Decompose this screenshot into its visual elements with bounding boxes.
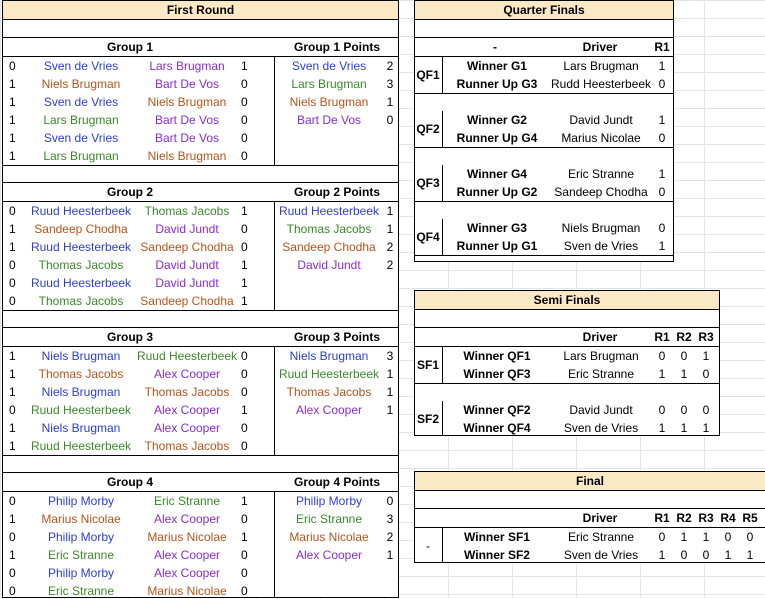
points-value: 0 (386, 494, 394, 508)
final-round-score: 1 (658, 548, 666, 562)
sf-slot: Winner QF3 (463, 367, 531, 381)
match-score-left: 1 (9, 131, 16, 145)
match-score-right: 1 (241, 530, 248, 544)
match-score-right: 1 (241, 59, 248, 73)
qf-r1: 1 (658, 113, 666, 127)
sf-driver: David Jundt (569, 403, 633, 417)
sf-col-round: R1 (654, 330, 670, 344)
points-player: Niels Brugman (289, 349, 369, 363)
match-player-right: Bart De Vos (154, 131, 220, 145)
match-score-right: 0 (241, 421, 248, 435)
qf-driver: David Jundt (569, 113, 633, 127)
match-player-left: Lars Brugman (43, 113, 119, 127)
final-col-round: R1 (654, 511, 670, 525)
match-player-right: Alex Cooper (153, 421, 221, 435)
final-round-score: 1 (702, 530, 710, 544)
qf-match-label: QF2 (416, 122, 440, 136)
points-player: Niels Brugman (289, 95, 369, 109)
qf-match-bottom (415, 147, 673, 148)
qf-match-bottom (415, 93, 673, 94)
points-player: Alex Cooper (295, 548, 363, 562)
final-slot: Winner SF1 (464, 530, 530, 544)
semi-finals-panel (414, 290, 720, 436)
qf-slot: Runner Up G2 (456, 185, 538, 199)
sf-match-bottom (415, 383, 719, 384)
match-player-left: Niels Brugman (41, 385, 121, 399)
sf-round-score: 1 (658, 367, 666, 381)
match-score-left: 0 (9, 530, 16, 544)
match-player-left: Niels Brugman (41, 77, 121, 91)
qf-match-bottom (415, 201, 673, 202)
final-col-driver: Driver (582, 511, 618, 525)
match-player-left: Marius Nicolae (41, 512, 121, 526)
sf-round-score: 1 (658, 421, 666, 435)
match-player-right: David Jundt (155, 258, 219, 272)
match-score-left: 0 (9, 258, 16, 272)
points-player: Thomas Jacobs (286, 385, 372, 399)
sf-driver: Lars Brugman (563, 349, 639, 363)
final-title: Final (415, 472, 765, 491)
match-score-right: 0 (241, 113, 248, 127)
match-player-left: Ruud Heesterbeek (30, 439, 132, 453)
match-player-left: Sandeep Chodha (34, 222, 128, 236)
qf-r1: 1 (658, 167, 666, 181)
match-score-right: 1 (241, 204, 248, 218)
match-score-right: 0 (241, 548, 248, 562)
sf-round-score: 1 (680, 367, 688, 381)
qf-driver: Lars Brugman (563, 59, 639, 73)
points-player: Thomas Jacobs (286, 222, 372, 236)
sf-col-round: R3 (698, 330, 714, 344)
qf-slot: Runner Up G1 (456, 239, 538, 253)
match-score-left: 1 (9, 385, 16, 399)
match-player-left: Ruud Heesterbeek (30, 240, 132, 254)
sf-round-score: 0 (702, 403, 710, 417)
qf-r1: 1 (658, 59, 666, 73)
match-score-left: 1 (9, 149, 16, 163)
qf-driver: Sandeep Chodha (554, 185, 648, 199)
group-title: Group 4 (106, 475, 153, 489)
final-col-round: R5 (742, 511, 758, 525)
match-score-right: 0 (241, 222, 248, 236)
sf-driver: Sven de Vries (563, 421, 639, 435)
match-score-left: 1 (9, 548, 16, 562)
match-player-left: Thomas Jacobs (38, 367, 124, 381)
final-match-label: - (426, 539, 430, 553)
match-player-right: Alex Cooper (153, 403, 221, 417)
group-title: Group 1 (106, 40, 153, 54)
match-score-left: 0 (9, 403, 16, 417)
qf-r1: 0 (658, 131, 666, 145)
match-score-left: 1 (9, 349, 16, 363)
match-score-right: 0 (241, 367, 248, 381)
match-player-left: Ruud Heesterbeek (30, 204, 132, 218)
match-player-left: Ruud Heesterbeek (30, 276, 132, 290)
final-round-score: 0 (658, 530, 666, 544)
match-score-right: 0 (241, 240, 248, 254)
points-player: Alex Cooper (295, 403, 363, 417)
match-player-right: David Jundt (155, 222, 219, 236)
sf-round-score: 0 (680, 403, 688, 417)
semi-finals-title: Semi Finals (415, 291, 719, 310)
match-player-right: Sandeep Chodha (140, 294, 234, 308)
match-score-right: 1 (241, 258, 248, 272)
match-player-right: Thomas Jacobs (144, 439, 230, 453)
points-value: 3 (386, 77, 394, 91)
points-value: 1 (386, 222, 394, 236)
sf-col-driver: Driver (582, 330, 618, 344)
final-round-score: 0 (746, 530, 754, 544)
match-score-left: 1 (9, 222, 16, 236)
match-player-left: Ruud Heesterbeek (30, 403, 132, 417)
qf-match-label: QF3 (416, 176, 440, 190)
match-player-right: Sandeep Chodha (140, 240, 234, 254)
sf-col-round: R2 (676, 330, 692, 344)
match-player-left: Sven de Vries (43, 131, 119, 145)
points-value: 1 (386, 367, 394, 381)
match-score-right: 0 (241, 584, 248, 598)
sf-slot: Winner QF2 (463, 403, 531, 417)
qf-match-bottom (415, 255, 673, 256)
points-value: 3 (386, 512, 394, 526)
match-score-left: 1 (9, 240, 16, 254)
match-player-left: Philip Morby (47, 530, 115, 544)
points-player: Bart De Vos (296, 113, 362, 127)
final-round-score: 0 (680, 548, 688, 562)
match-player-right: Marius Nicolae (147, 530, 227, 544)
qf-driver: Rudd Heesterbeek (551, 77, 651, 91)
match-score-left: 1 (9, 95, 16, 109)
sf-round-score: 1 (680, 421, 688, 435)
sf-round-score: 0 (702, 367, 710, 381)
match-score-right: 0 (241, 149, 248, 163)
match-score-left: 0 (9, 59, 16, 73)
qf-slot: Winner G1 (467, 59, 527, 73)
group-title: Group 2 (106, 185, 153, 199)
match-score-left: 1 (9, 421, 16, 435)
qf-r1: 0 (658, 221, 666, 235)
qf-col-dash: - (493, 40, 497, 54)
points-player: David Jundt (297, 258, 361, 272)
points-player: Marius Nicolae (289, 530, 369, 544)
match-player-right: Thomas Jacobs (144, 204, 230, 218)
first-round-title: First Round (3, 1, 398, 20)
match-score-left: 1 (9, 113, 16, 127)
match-player-right: Alex Cooper (153, 548, 221, 562)
qf-r1: 0 (658, 185, 666, 199)
group-points-title: Group 2 Points (293, 185, 380, 199)
match-player-left: Sven de Vries (43, 95, 119, 109)
qf-slot: Runner Up G3 (456, 77, 538, 91)
points-player: Ruud Heesterbeek (278, 204, 380, 218)
match-score-left: 0 (9, 294, 16, 308)
match-player-left: Sven de Vries (43, 59, 119, 73)
sf-round-score: 0 (658, 349, 666, 363)
match-score-right: 0 (241, 77, 248, 91)
group-bottom-border (3, 310, 398, 311)
match-player-right: David Jundt (155, 276, 219, 290)
group-divider (274, 491, 275, 598)
points-player: Lars Brugman (291, 77, 367, 91)
sf-round-score: 0 (658, 403, 666, 417)
match-score-right: 1 (241, 403, 248, 417)
quarter-finals-title: Quarter Finals (415, 1, 673, 20)
group-points-title: Group 4 Points (293, 475, 380, 489)
qf-match-label: QF1 (416, 68, 440, 82)
final-slot: Winner SF2 (464, 548, 530, 562)
match-player-right: Bart De Vos (154, 77, 220, 91)
final-round-score: 1 (724, 548, 732, 562)
match-score-right: 1 (241, 276, 248, 290)
sf-slot: Winner QF1 (463, 349, 531, 363)
match-score-right: 1 (241, 294, 248, 308)
sf-round-score: 1 (702, 349, 710, 363)
points-value: 0 (386, 113, 394, 127)
qf-slot: Winner G2 (467, 113, 527, 127)
match-player-right: Alex Cooper (153, 512, 221, 526)
group-divider (274, 346, 275, 456)
match-score-right: 0 (241, 566, 248, 580)
sf-round-score: 1 (702, 421, 710, 435)
qf-slot: Winner G4 (467, 167, 527, 181)
match-score-right: 0 (241, 385, 248, 399)
points-value: 2 (386, 258, 394, 272)
points-player: Philip Morby (295, 494, 363, 508)
points-player: Sven de Vries (291, 59, 367, 73)
qf-r1: 0 (658, 77, 666, 91)
match-player-left: Niels Brugman (41, 349, 121, 363)
sf-slot: Winner QF4 (463, 421, 531, 435)
group-bottom-border (3, 455, 398, 456)
points-value: 3 (386, 349, 394, 363)
match-score-left: 1 (9, 512, 16, 526)
quarter-finals-panel (414, 0, 674, 262)
qf-driver: Sven de Vries (563, 239, 639, 253)
points-value: 2 (386, 530, 394, 544)
final-driver: Sven de Vries (563, 548, 639, 562)
match-score-right: 1 (241, 494, 248, 508)
final-round-score: 1 (680, 530, 688, 544)
sf-match-label: SF2 (416, 412, 439, 426)
group-points-title: Group 1 Points (293, 40, 380, 54)
qf-driver: Eric Stranne (567, 167, 635, 181)
group-divider (274, 56, 275, 166)
match-player-right: Marius Nicolae (147, 584, 227, 598)
match-score-left: 1 (9, 439, 16, 453)
match-player-left: Thomas Jacobs (38, 294, 124, 308)
group-title: Group 3 (106, 330, 153, 344)
match-player-left: Niels Brugman (41, 421, 121, 435)
first-round-panel (2, 0, 399, 598)
match-score-right: 0 (241, 95, 248, 109)
final-col-round: R4 (720, 511, 736, 525)
match-player-left: Eric Stranne (47, 548, 115, 562)
points-value: 1 (386, 385, 394, 399)
final-col-round: R3 (698, 511, 714, 525)
match-score-left: 0 (9, 276, 16, 290)
group-divider (274, 201, 275, 311)
match-player-right: Alex Cooper (153, 566, 221, 580)
match-player-left: Lars Brugman (43, 149, 119, 163)
match-player-right: Lars Brugman (149, 59, 225, 73)
match-player-right: Thomas Jacobs (144, 385, 230, 399)
match-score-left: 0 (9, 494, 16, 508)
match-player-right: Bart De Vos (154, 113, 220, 127)
points-value: 1 (386, 204, 394, 218)
match-player-right: Niels Brugman (147, 149, 227, 163)
match-score-left: 1 (9, 77, 16, 91)
points-value: 1 (386, 95, 394, 109)
match-player-right: Alex Cooper (153, 367, 221, 381)
qf-driver: Marius Nicolae (561, 131, 641, 145)
final-col-round: R2 (676, 511, 692, 525)
qf-slot: Runner Up G4 (456, 131, 538, 145)
qf-col-driver: Driver (582, 40, 618, 54)
final-round-score: 0 (724, 530, 732, 544)
match-player-right: Eric Stranne (153, 494, 221, 508)
match-player-left: Thomas Jacobs (38, 258, 124, 272)
qf-driver: Niels Brugman (561, 221, 641, 235)
match-player-left: Eric Stranne (47, 584, 115, 598)
points-player: Eric Stranne (295, 512, 363, 526)
qf-r1: 1 (658, 239, 666, 253)
match-score-left: 0 (9, 584, 16, 598)
qf-slot: Winner G3 (467, 221, 527, 235)
match-score-right: 0 (241, 131, 248, 145)
final-driver: Eric Stranne (567, 530, 635, 544)
sf-driver: Eric Stranne (567, 367, 635, 381)
group-bottom-border (3, 165, 398, 166)
match-score-right: 0 (241, 349, 248, 363)
final-panel (414, 471, 765, 563)
match-score-left: 1 (9, 367, 16, 381)
match-score-right: 0 (241, 439, 248, 453)
final-round-score: 1 (746, 548, 754, 562)
match-player-right: Ruud Heesterbeek (136, 349, 238, 363)
sf-match-label: SF1 (416, 358, 439, 372)
sf-round-score: 0 (680, 349, 688, 363)
points-player: Ruud Heesterbeek (278, 367, 380, 381)
qf-col-r1: R1 (654, 40, 670, 54)
final-round-score: 0 (702, 548, 710, 562)
match-score-right: 0 (241, 512, 248, 526)
match-player-left: Philip Morby (47, 566, 115, 580)
points-value: 1 (386, 403, 394, 417)
match-player-right: Niels Brugman (147, 95, 227, 109)
qf-match-label: QF4 (416, 230, 440, 244)
points-player: Sandeep Chodha (282, 240, 376, 254)
match-player-left: Philip Morby (47, 494, 115, 508)
match-score-left: 0 (9, 566, 16, 580)
points-value: 2 (386, 59, 394, 73)
match-score-left: 0 (9, 204, 16, 218)
group-points-title: Group 3 Points (293, 330, 380, 344)
points-value: 1 (386, 548, 394, 562)
points-value: 2 (386, 240, 394, 254)
